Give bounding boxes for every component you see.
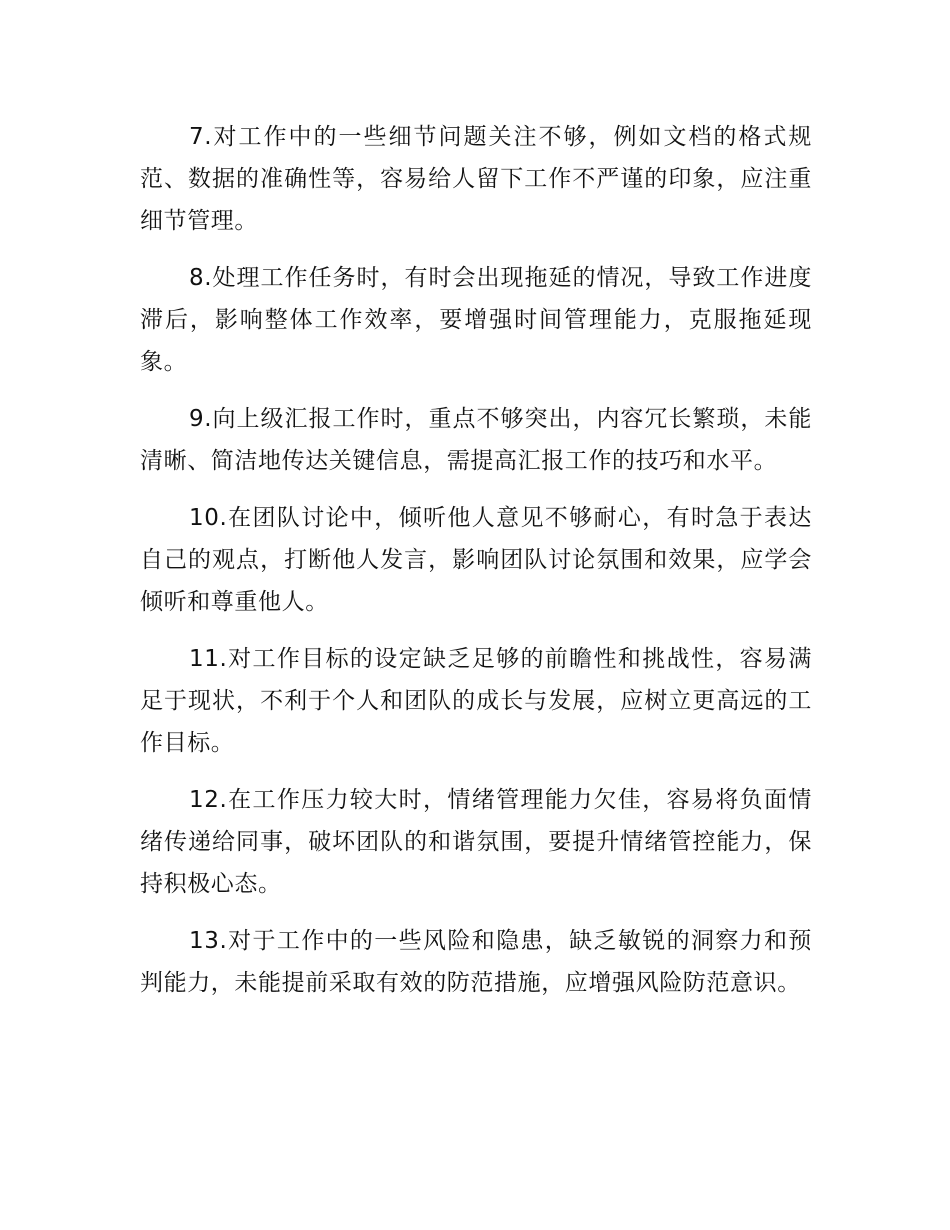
paragraph-item-12: 12.在工作压力较大时，情绪管理能力欠佳，容易将负面情绪传递给同事，破坏团队的和谐氛围，要提升情绪管控能力，保持积极心态。 <box>140 787 812 897</box>
paragraph-item-9: 9.向上级汇报工作时，重点不够突出，内容冗长繁琐，未能清晰、简洁地传达关键信息，需提高汇报工作的技巧和水平。 <box>140 406 812 474</box>
paragraph-item-11: 11.对工作目标的设定缺乏足够的前瞻性和挑战性，容易满足于现状，不利于个人和团队的成长与发展，应树立更高远的工作目标。 <box>140 646 812 756</box>
paragraph-item-7: 7.对工作中的一些细节问题关注不够，例如文档的格式规范、数据的准确性等，容易给人留下工作不严谨的印象，应注重细节管理。 <box>140 124 812 234</box>
paragraph-item-10: 10.在团队讨论中，倾听他人意见不够耐心，有时急于表达自己的观点，打断他人发言，影响团队讨论氛围和效果，应学会倾听和尊重他人。 <box>140 505 812 615</box>
document-body <box>140 116 812 1019</box>
paragraph-item-8: 8.处理工作任务时，有时会出现拖延的情况，导致工作进度滞后，影响整体工作效率，要增强时间管理能力，克服拖延现象。 <box>140 265 812 375</box>
paragraph-item-13: 13.对于工作中的一些风险和隐患，缺乏敏锐的洞察力和预判能力，未能提前采取有效的防范措施，应增强风险防范意识。 <box>140 928 812 996</box>
